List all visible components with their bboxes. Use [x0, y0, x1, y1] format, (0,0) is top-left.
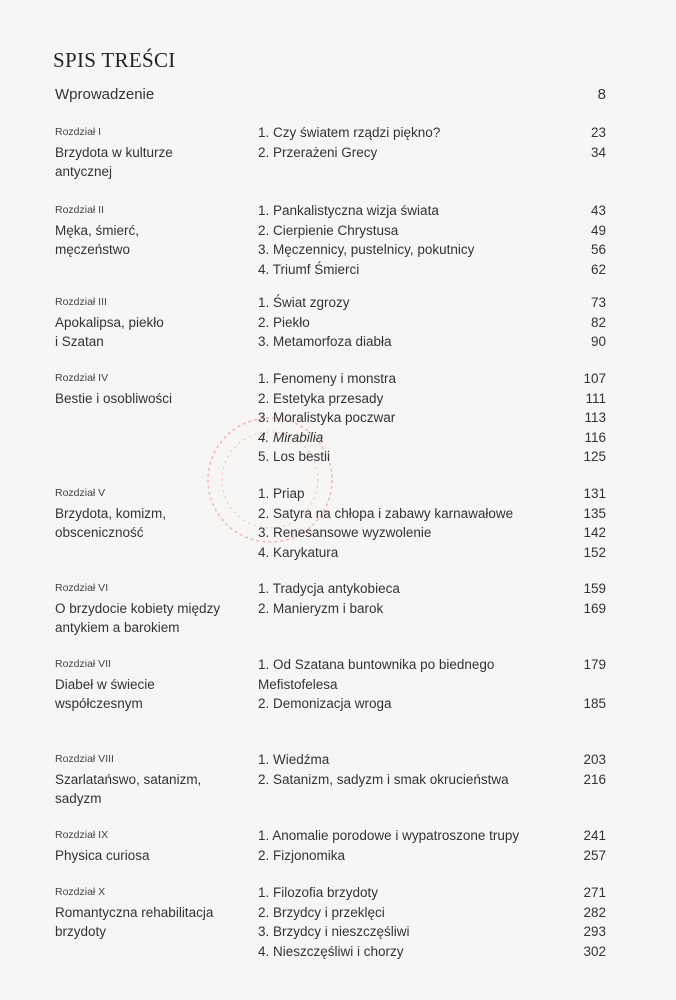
entry-title: 1. Anomalie porodowe i wypatroszone trupy — [258, 828, 520, 843]
chapter-heading — [55, 579, 245, 638]
chapter-items — [258, 579, 606, 618]
entry-title: 3. Męczennicy, pustelnicy, pokutnicy — [258, 242, 475, 257]
chapter-heading — [55, 750, 245, 809]
entry-page: 152 — [583, 544, 606, 560]
chapter-title: Apokalipsa, piekło i Szatan — [55, 314, 164, 349]
entry-page: 113 — [584, 410, 606, 425]
entry-title: 2. Brzydcy i przeklęci — [258, 904, 385, 920]
toc-entry[interactable] — [258, 484, 606, 504]
toc-entry[interactable] — [258, 369, 606, 389]
intro-page: 8 — [597, 86, 606, 103]
entry-page: 49 — [590, 222, 606, 238]
chapter-label: Rozdział VI — [55, 582, 109, 594]
entry-page: 90 — [590, 334, 606, 349]
chapter-items — [258, 484, 606, 562]
toc-entry[interactable] — [258, 428, 606, 448]
entry-page: 23 — [590, 125, 606, 140]
page-title: SPIS TREŚCI — [53, 48, 176, 72]
toc-entry[interactable] — [258, 599, 606, 619]
entry-page: 293 — [583, 924, 606, 939]
chapter-heading — [55, 369, 245, 408]
toc-entry[interactable] — [258, 922, 606, 942]
entry-title: 4. Karykatura — [258, 544, 339, 560]
entry-page: 169 — [583, 600, 606, 616]
toc-entry[interactable] — [258, 883, 606, 903]
entry-page: 179 — [583, 657, 606, 672]
toc-entry[interactable] — [258, 694, 606, 714]
entry-page: 302 — [583, 943, 606, 959]
chapter-title: Bestie i osobliwości — [55, 390, 173, 406]
toc-entry[interactable] — [258, 750, 606, 770]
entry-page: 203 — [583, 752, 606, 767]
entry-title: 3. Brzydcy i nieszczęśliwi — [258, 924, 410, 939]
entry-title: 4. Triumf Śmierci — [258, 261, 360, 277]
toc-entry[interactable] — [258, 123, 606, 143]
entry-title: 2. Piekło — [258, 314, 310, 330]
toc-entry[interactable] — [258, 389, 606, 409]
chapter-title: Męka, śmierć, męczeństwo — [55, 222, 140, 257]
chapter-title: Szarlatańswo, satanizm, sadyzm — [55, 771, 202, 806]
toc-entry[interactable] — [258, 655, 606, 694]
chapter-heading — [55, 883, 245, 942]
chapter-items — [258, 750, 606, 789]
entry-title: 4. Nieszczęśliwi i chorzy — [258, 943, 404, 959]
entry-page: 107 — [583, 371, 606, 386]
entry-title: 1. Wiedźma — [258, 752, 330, 767]
entry-page: 271 — [583, 885, 606, 900]
toc-entry[interactable] — [258, 826, 606, 846]
entry-title: 1. Czy światem rządzi piękno? — [258, 125, 441, 140]
chapter-heading — [55, 293, 245, 352]
entry-page: 142 — [583, 525, 606, 540]
chapter-heading — [55, 123, 245, 182]
chapter-label: Rozdział V — [55, 487, 106, 499]
chapter-title: Diabeł w świecie współczesnym — [55, 676, 155, 711]
chapter-heading — [55, 484, 245, 543]
toc-entry[interactable] — [258, 313, 606, 333]
entry-page: 257 — [583, 847, 606, 863]
chapter-title: Brzydota, komizm, obsceniczność — [55, 505, 167, 540]
chapter-label: Rozdział IV — [55, 372, 109, 384]
entry-title: 1. Fenomeny i monstra — [258, 371, 397, 386]
toc-entry[interactable] — [258, 903, 606, 923]
entry-title: 2. Fizjonomika — [258, 847, 346, 863]
toc-entry[interactable] — [258, 143, 606, 163]
chapter-heading — [55, 201, 245, 260]
chapter-heading — [55, 826, 245, 865]
entry-title: 2. Satyra na chłopa i zabawy karnawałowe — [258, 505, 514, 521]
toc-entry[interactable] — [258, 221, 606, 241]
entry-page: 241 — [583, 828, 606, 843]
entry-page: 111 — [585, 390, 606, 406]
entry-title: 3. Moralistyka poczwar — [258, 410, 396, 425]
entry-page: 116 — [584, 429, 606, 445]
entry-title: 3. Metamorfoza diabła — [258, 334, 392, 349]
chapter-items — [258, 123, 606, 162]
toc-entry[interactable] — [258, 770, 606, 790]
entry-title: 3. Renesansowe wyzwolenie — [258, 525, 432, 540]
chapter-label: Rozdział X — [55, 886, 106, 898]
entry-title: 2. Satanizm, sadyzm i smak okrucieństwa — [258, 771, 509, 787]
chapter-heading — [55, 655, 245, 714]
entry-title: 2. Demonizacja wroga — [258, 696, 392, 711]
entry-title: 1. Od Szatana buntownika po biednego Mefistofelesa — [258, 657, 495, 692]
chapter-label: Rozdział I — [55, 126, 102, 138]
entry-page: 131 — [583, 486, 606, 501]
entry-page: 185 — [583, 696, 606, 711]
entry-page: 216 — [583, 771, 606, 787]
chapter-label: Rozdział VII — [55, 658, 112, 670]
entry-title: 1. Priap — [258, 486, 305, 501]
entry-title: 2. Manieryzm i barok — [258, 600, 384, 616]
chapter-items — [258, 883, 606, 961]
entry-page: 73 — [590, 295, 606, 310]
toc-entry[interactable] — [258, 579, 606, 599]
toc-entry[interactable] — [258, 523, 606, 543]
intro-label: Wprowadzenie — [55, 86, 155, 103]
entry-title: 1. Tradycja antykobieca — [258, 581, 400, 596]
entry-page: 159 — [583, 581, 606, 596]
chapter-items — [258, 293, 606, 352]
chapter-label: Rozdział II — [55, 204, 105, 216]
chapter-items — [258, 201, 606, 279]
toc-entry[interactable] — [258, 846, 606, 866]
chapter-label: Rozdział IX — [55, 829, 109, 841]
entry-page: 43 — [590, 203, 606, 218]
toc-entry[interactable] — [258, 240, 606, 260]
entry-title: 5. Los bestii — [258, 449, 331, 464]
entry-page: 62 — [590, 261, 606, 277]
entry-page: 125 — [583, 449, 606, 464]
entry-title: 4. Mirabilia — [258, 429, 324, 445]
entry-page: 82 — [590, 314, 606, 330]
chapter-items — [258, 655, 606, 714]
toc-entry[interactable] — [258, 504, 606, 524]
chapter-title: Romantyczna rehabilitacja brzydoty — [55, 904, 214, 939]
entry-title: 2. Estetyka przesady — [258, 390, 384, 406]
chapter-title: Physica curiosa — [55, 847, 150, 863]
entry-page: 34 — [590, 144, 606, 160]
toc-entry-introduction[interactable] — [55, 86, 606, 103]
chapter-label: Rozdział III — [55, 296, 107, 308]
entry-page: 56 — [590, 242, 606, 257]
entry-title: 1. Świat zgrozy — [258, 295, 350, 310]
chapter-label: Rozdział VIII — [55, 753, 114, 765]
toc-entry[interactable] — [258, 332, 606, 352]
entry-title: 2. Przerażeni Grecy — [258, 144, 378, 160]
entry-title: 1. Pankalistyczna wizja świata — [258, 203, 439, 218]
chapter-items — [258, 826, 606, 865]
toc-entry[interactable] — [258, 201, 606, 221]
toc-entry[interactable] — [258, 408, 606, 428]
chapter-title: O brzydocie kobiety między antykiem a barokiem — [55, 600, 221, 635]
entry-page: 282 — [583, 904, 606, 920]
toc-entry[interactable] — [258, 942, 606, 962]
entry-title: 1. Filozofia brzydoty — [258, 885, 379, 900]
entry-title: 2. Cierpienie Chrystusa — [258, 222, 399, 238]
entry-page: 135 — [583, 505, 606, 521]
toc-entry[interactable] — [258, 260, 606, 280]
chapter-title: Brzydota w kulturze antycznej — [55, 144, 173, 179]
toc-entry[interactable] — [258, 543, 606, 563]
chapter-items — [258, 369, 606, 467]
toc-entry[interactable] — [258, 293, 606, 313]
toc-entry[interactable] — [258, 447, 606, 467]
